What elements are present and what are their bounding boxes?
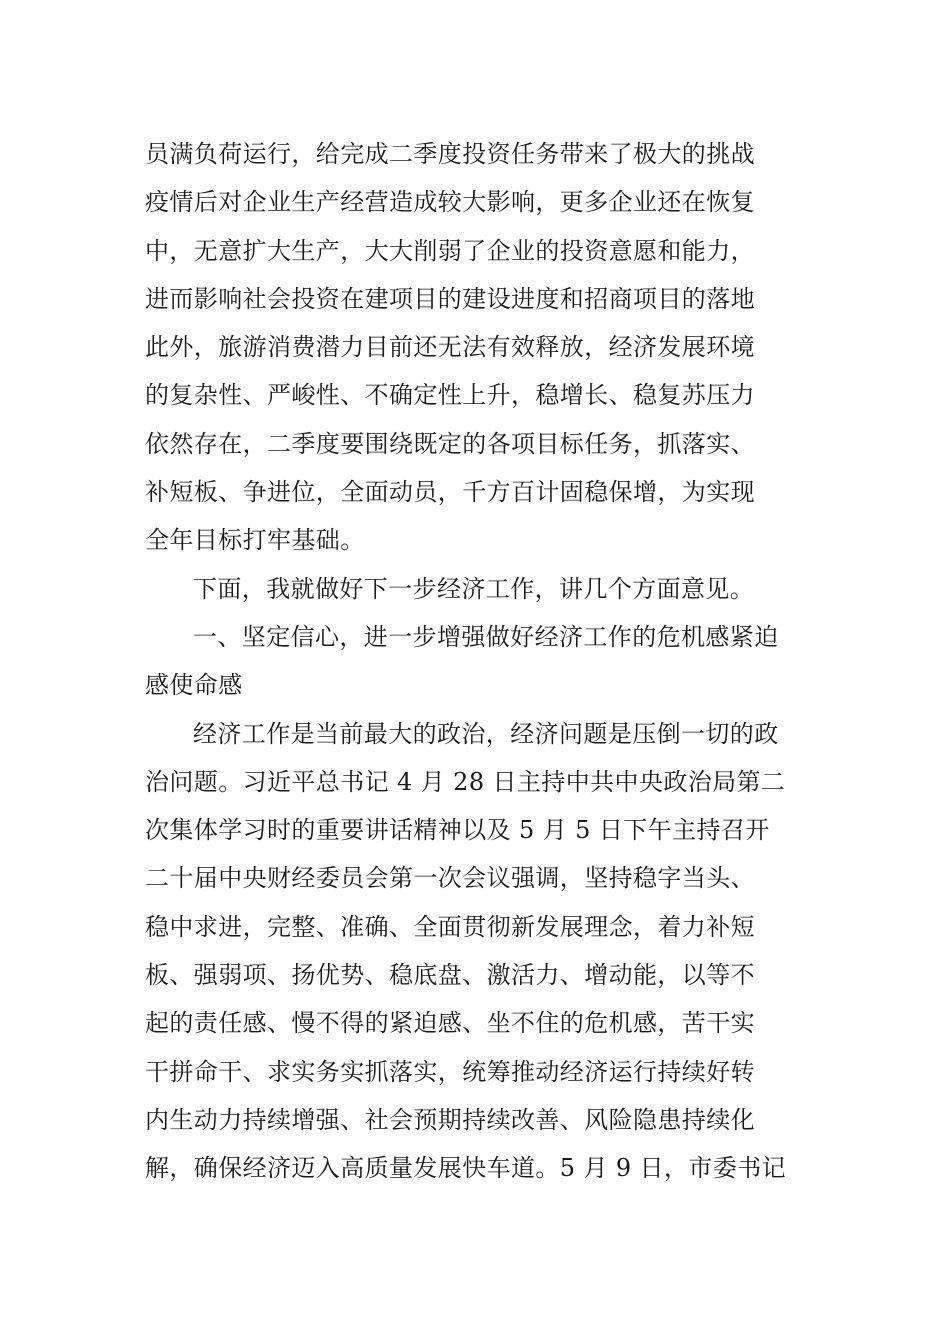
text-line: 疫情后对企业生产经营造成较大影响，更多企业还在恢复 — [145, 188, 755, 217]
section-heading-line: 一、坚定信心，进一步增强做好经济工作的危机感紧迫 — [193, 622, 779, 651]
paragraph-start-line: 经济工作是当前最大的政治，经济问题是压倒一切的政 — [193, 719, 779, 748]
paragraph-start-line: 下面，我就做好下一步经济工作，讲几个方面意见。 — [193, 574, 755, 603]
text-line: 解，确保经济迈入高质量发展快车道。5 月 9 日，市委书记 — [145, 1154, 787, 1183]
text-line: 二十届中央财经委员会第一次会议强调，坚持稳字当头、 — [145, 864, 755, 893]
text-line: 起的责任感、慢不得的紧迫感、坐不住的危机感，苦干实 — [145, 1009, 755, 1038]
body-text — [145, 130, 810, 1193]
text-line: 次集体学习时的重要讲话精神以及 5 月 5 日下午主持召开 — [145, 816, 770, 845]
text-line: 的复杂性、严峻性、不确定性上升，稳增长、稳复苏压力 — [145, 381, 755, 410]
text-line: 稳中求进，完整、准确、全面贯彻新发展理念，着力补短 — [145, 912, 755, 941]
section-heading-line: 感使命感 — [145, 671, 243, 700]
text-line: 依然存在，二季度要围绕既定的各项目标任务，抓落实、 — [145, 429, 755, 458]
text-line: 补短板、争进位，全面动员，千方百计固稳保增，为实现 — [145, 478, 755, 507]
text-line: 中，无意扩大生产，大大削弱了企业的投资意愿和能力， — [145, 236, 755, 265]
text-line: 进而影响社会投资在建项目的建设进度和招商项目的落地 — [145, 284, 755, 313]
text-line: 治问题。习近平总书记 4 月 28 日主持中共中央政治局第二 — [145, 767, 786, 796]
text-line: 板、强弱项、扬优势、稳底盘、激活力、增动能，以等不 — [145, 961, 755, 990]
text-line: 全年目标打牢基础。 — [145, 526, 365, 555]
text-line: 干拼命干、求实务实抓落实，统筹推动经济运行持续好转 — [145, 1057, 755, 1086]
text-line: 此外，旅游消费潜力目前还无法有效释放，经济发展环境 — [145, 333, 755, 362]
text-line: 员满负荷运行，给完成二季度投资任务带来了极大的挑战 — [145, 140, 755, 168]
text-line: 内生动力持续增强、社会预期持续改善、风险隐患持续化 — [145, 1105, 755, 1134]
